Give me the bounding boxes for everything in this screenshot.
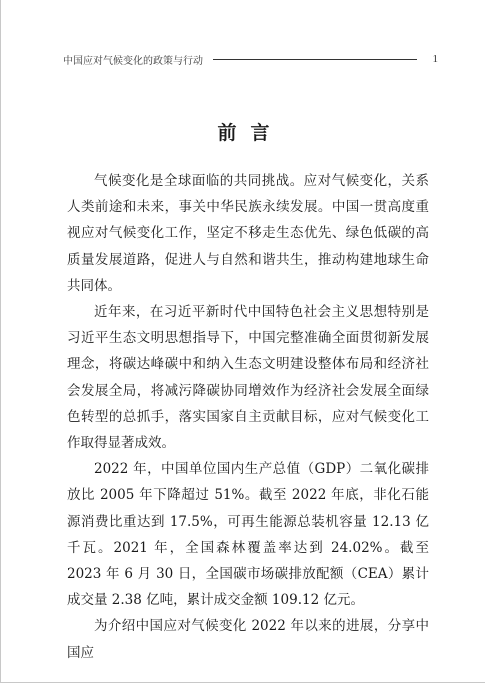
paragraph: 为介绍中国应对气候变化 2022 年以来的进展，分享中国应 (67, 618, 429, 661)
paragraph: 气候变化是全球面临的共同挑战。应对气候变化，关系人类前途和未来，事关中华民族永续发展。中国一贯高度重视应对气候变化工作，坚定不移走生态优先、绿色低碳的高质量发展道路，促进人与自然和谐共生，推动构建地球生命共同体。 (67, 173, 429, 294)
running-header (63, 51, 438, 67)
running-title: 中国应对气候变化的政策与行动 (63, 55, 203, 67)
body-text (67, 168, 429, 666)
header-rule (213, 59, 417, 60)
page-number: 1 (432, 53, 438, 65)
section-title: 前言 (217, 122, 284, 144)
paragraph: 近年来，在习近平新时代中国特色社会主义思想特别是习近平生态文明思想指导下，中国完整准确全面贯彻新发展理念，将碳达峰碳中和纳入生态文明建设整体布局和经济社会发展全局，将减污降碳协同增效作为经济社会发展全面绿色转型的总抓手，落实国家自主贡献目标，应对气候变化工作取得显著成效。 (67, 304, 429, 452)
paragraph: 2022 年，中国单位国内生产总值（GDP）二氧化碳排放比 2005 年下降超过 51%。截至 2022 年底，非化石能源消费比重达到 17.5%，可再生能源总装机容量 12.13 亿千瓦。2021 年，全国森林覆盖率达到 24.02%。截至 2023 年 6 月 30 日，全国碳市场碳排放配额（CEA）累计成交量 2.38 亿吨，累计成交金额 109.12 亿元。 (67, 461, 429, 609)
